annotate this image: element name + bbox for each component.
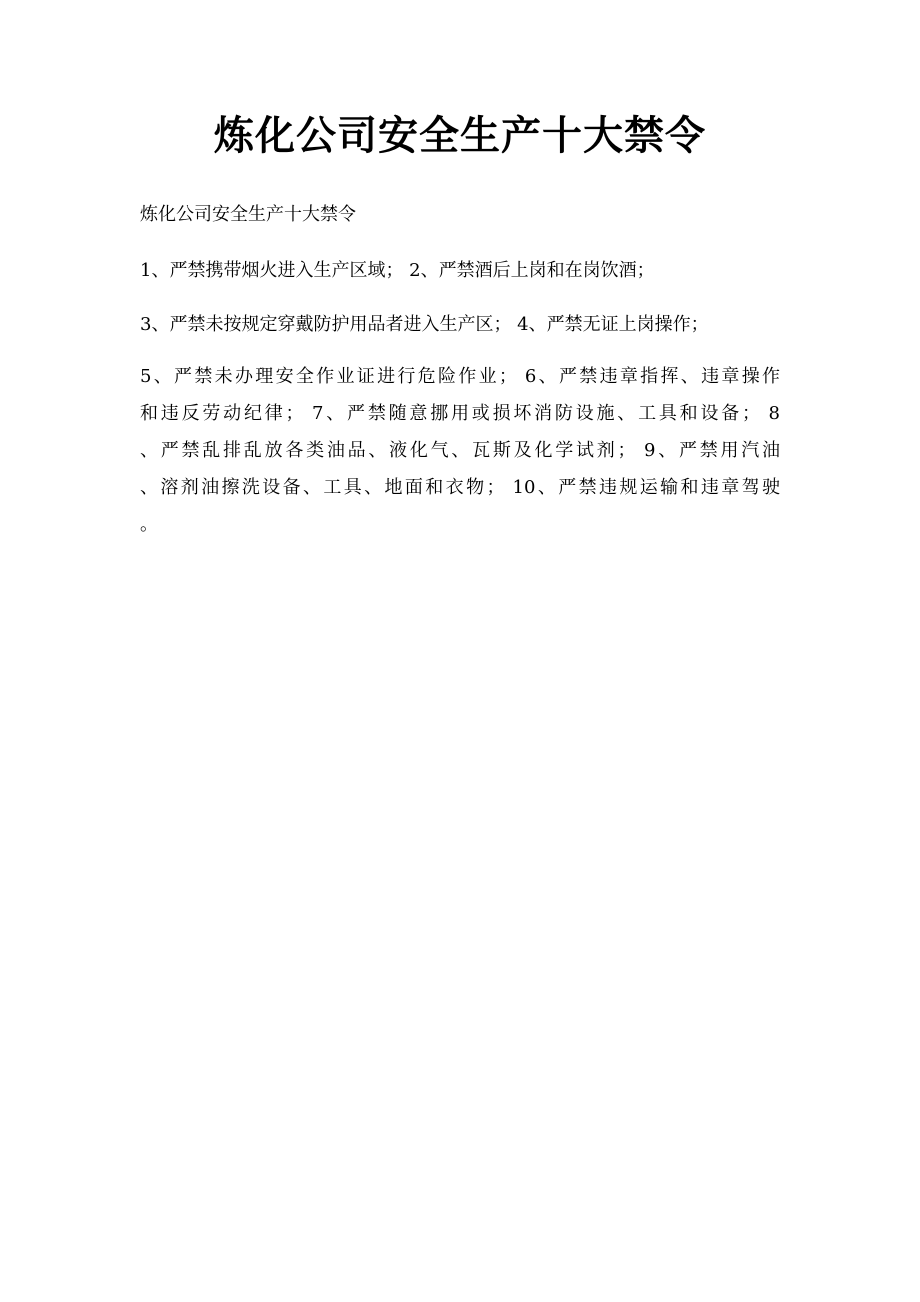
rule-paragraph-3-line: 5、严禁未办理安全作业证进行危险作业； 6、严禁违章指挥、违章操作 — [140, 366, 780, 387]
document-subtitle: 炼化公司安全生产十大禁令 — [140, 204, 356, 225]
document-title: 炼化公司安全生产十大禁令 — [214, 112, 706, 159]
rule-paragraph-3 — [140, 358, 780, 543]
rule-paragraph-1: 1、严禁携带烟火进入生产区域； 2、严禁酒后上岗和在岗饮酒； — [140, 260, 655, 281]
rule-paragraph-3-line: 、溶剂油擦洗设备、工具、地面和衣物； 10、严禁违规运输和违章驾驶 — [140, 477, 780, 498]
rule-paragraph-2: 3、严禁未按规定穿戴防护用品者进入生产区； 4、严禁无证上岗操作； — [140, 314, 709, 335]
rule-paragraph-3-line: 、严禁乱排乱放各类油品、液化气、瓦斯及化学试剂； 9、严禁用汽油 — [140, 440, 780, 461]
rule-paragraph-3-line: 和违反劳动纪律； 7、严禁随意挪用或损坏消防设施、工具和设备； 8 — [140, 403, 780, 424]
rule-paragraph-3-line: 。 — [140, 514, 158, 535]
